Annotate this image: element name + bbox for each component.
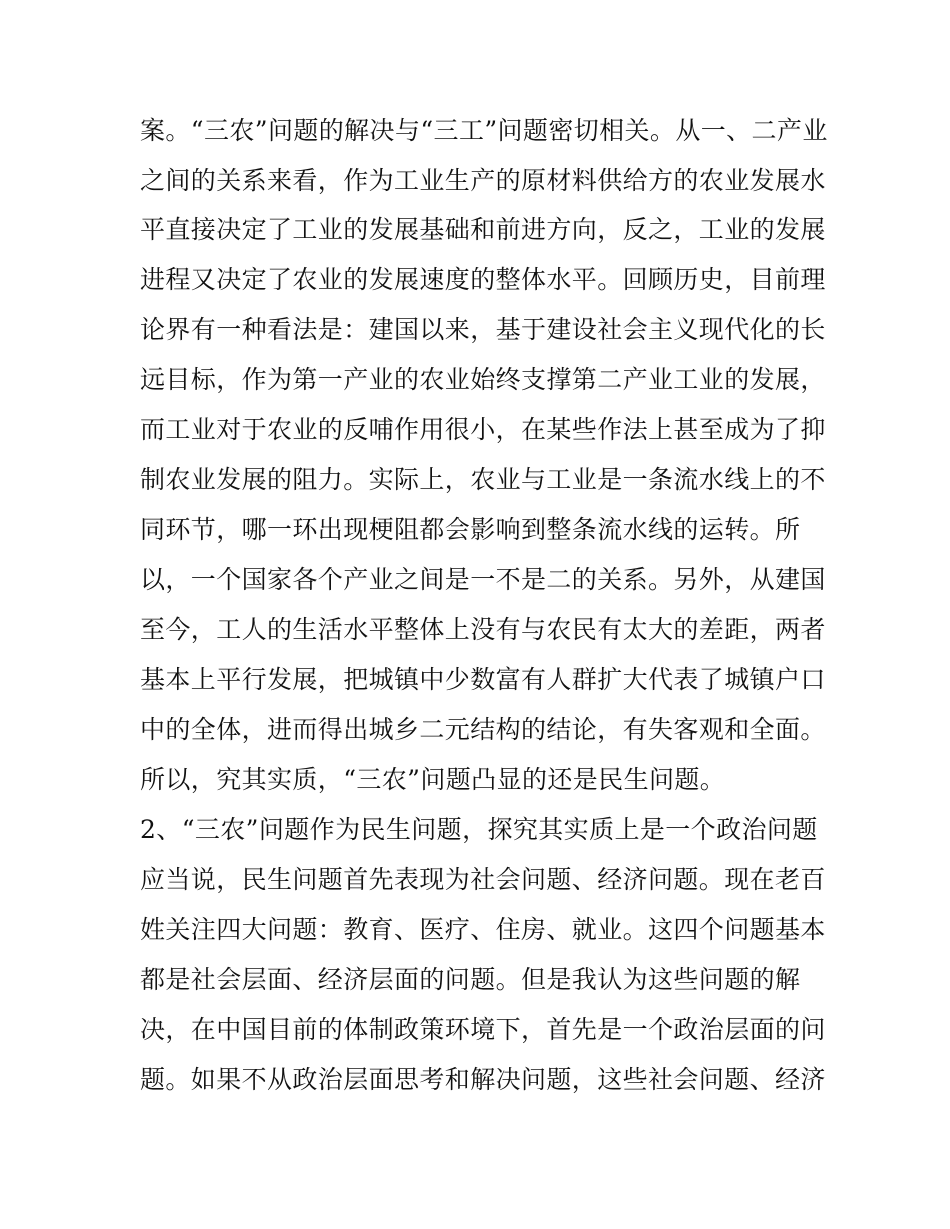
text-line: 题。如果不从政治层面思考和解决问题，这些社会问题、经济 (140, 1065, 826, 1094)
text-line: 之间的关系来看，作为工业生产的原材料供给方的农业发展水 (140, 166, 826, 195)
text-line: 中的全体，进而得出城乡二元结构的结论，有失客观和全面。 (140, 715, 826, 744)
text-line: 案。“三农”问题的解决与“三工”问题密切相关。从一、二产业 (140, 116, 828, 145)
text-line: 都是社会层面、经济层面的问题。但是我认为这些问题的解 (140, 965, 801, 994)
text-line: 平直接决定了工业的发展基础和前进方向，反之，工业的发展 (140, 215, 826, 244)
text-line: 姓关注四大问题：教育、医疗、住房、就业。这四个问题基本 (140, 915, 826, 944)
text-line: 而工业对于农业的反哺作用很小，在某些作法上甚至成为了抑 (140, 415, 826, 444)
text-line: 应当说，民生问题首先表现为社会问题、经济问题。现在老百 (140, 865, 826, 894)
text-line: 基本上平行发展，把城镇中少数富有人群扩大代表了城镇户口 (140, 665, 826, 694)
text-line: 以，一个国家各个产业之间是一不是二的关系。另外，从建国 (140, 565, 826, 594)
text-line: 论界有一种看法是：建国以来，基于建设社会主义现代化的长 (140, 315, 826, 344)
text-line: 制农业发展的阻力。实际上，农业与工业是一条流水线上的不 (140, 465, 826, 494)
text-line: 决，在中国目前的体制政策环境下，首先是一个政治层面的问 (140, 1015, 826, 1044)
text-line: 同环节，哪一环出现梗阻都会影响到整条流水线的运转。所 (140, 515, 801, 544)
section-heading: 2、“三农”问题作为民生问题，探究其实质上是一个政治问题 (140, 815, 818, 844)
text-line: 所以，究其实质，“三农”问题凸显的还是民生问题。 (140, 765, 726, 794)
text-line: 远目标，作为第一产业的农业始终支撑第二产业工业的发展， (140, 365, 826, 394)
text-line: 至今，工人的生活水平整体上没有与农民有太大的差距，两者 (140, 615, 826, 644)
text-line: 进程又决定了农业的发展速度的整体水平。回顾历史，目前理 (140, 265, 826, 294)
